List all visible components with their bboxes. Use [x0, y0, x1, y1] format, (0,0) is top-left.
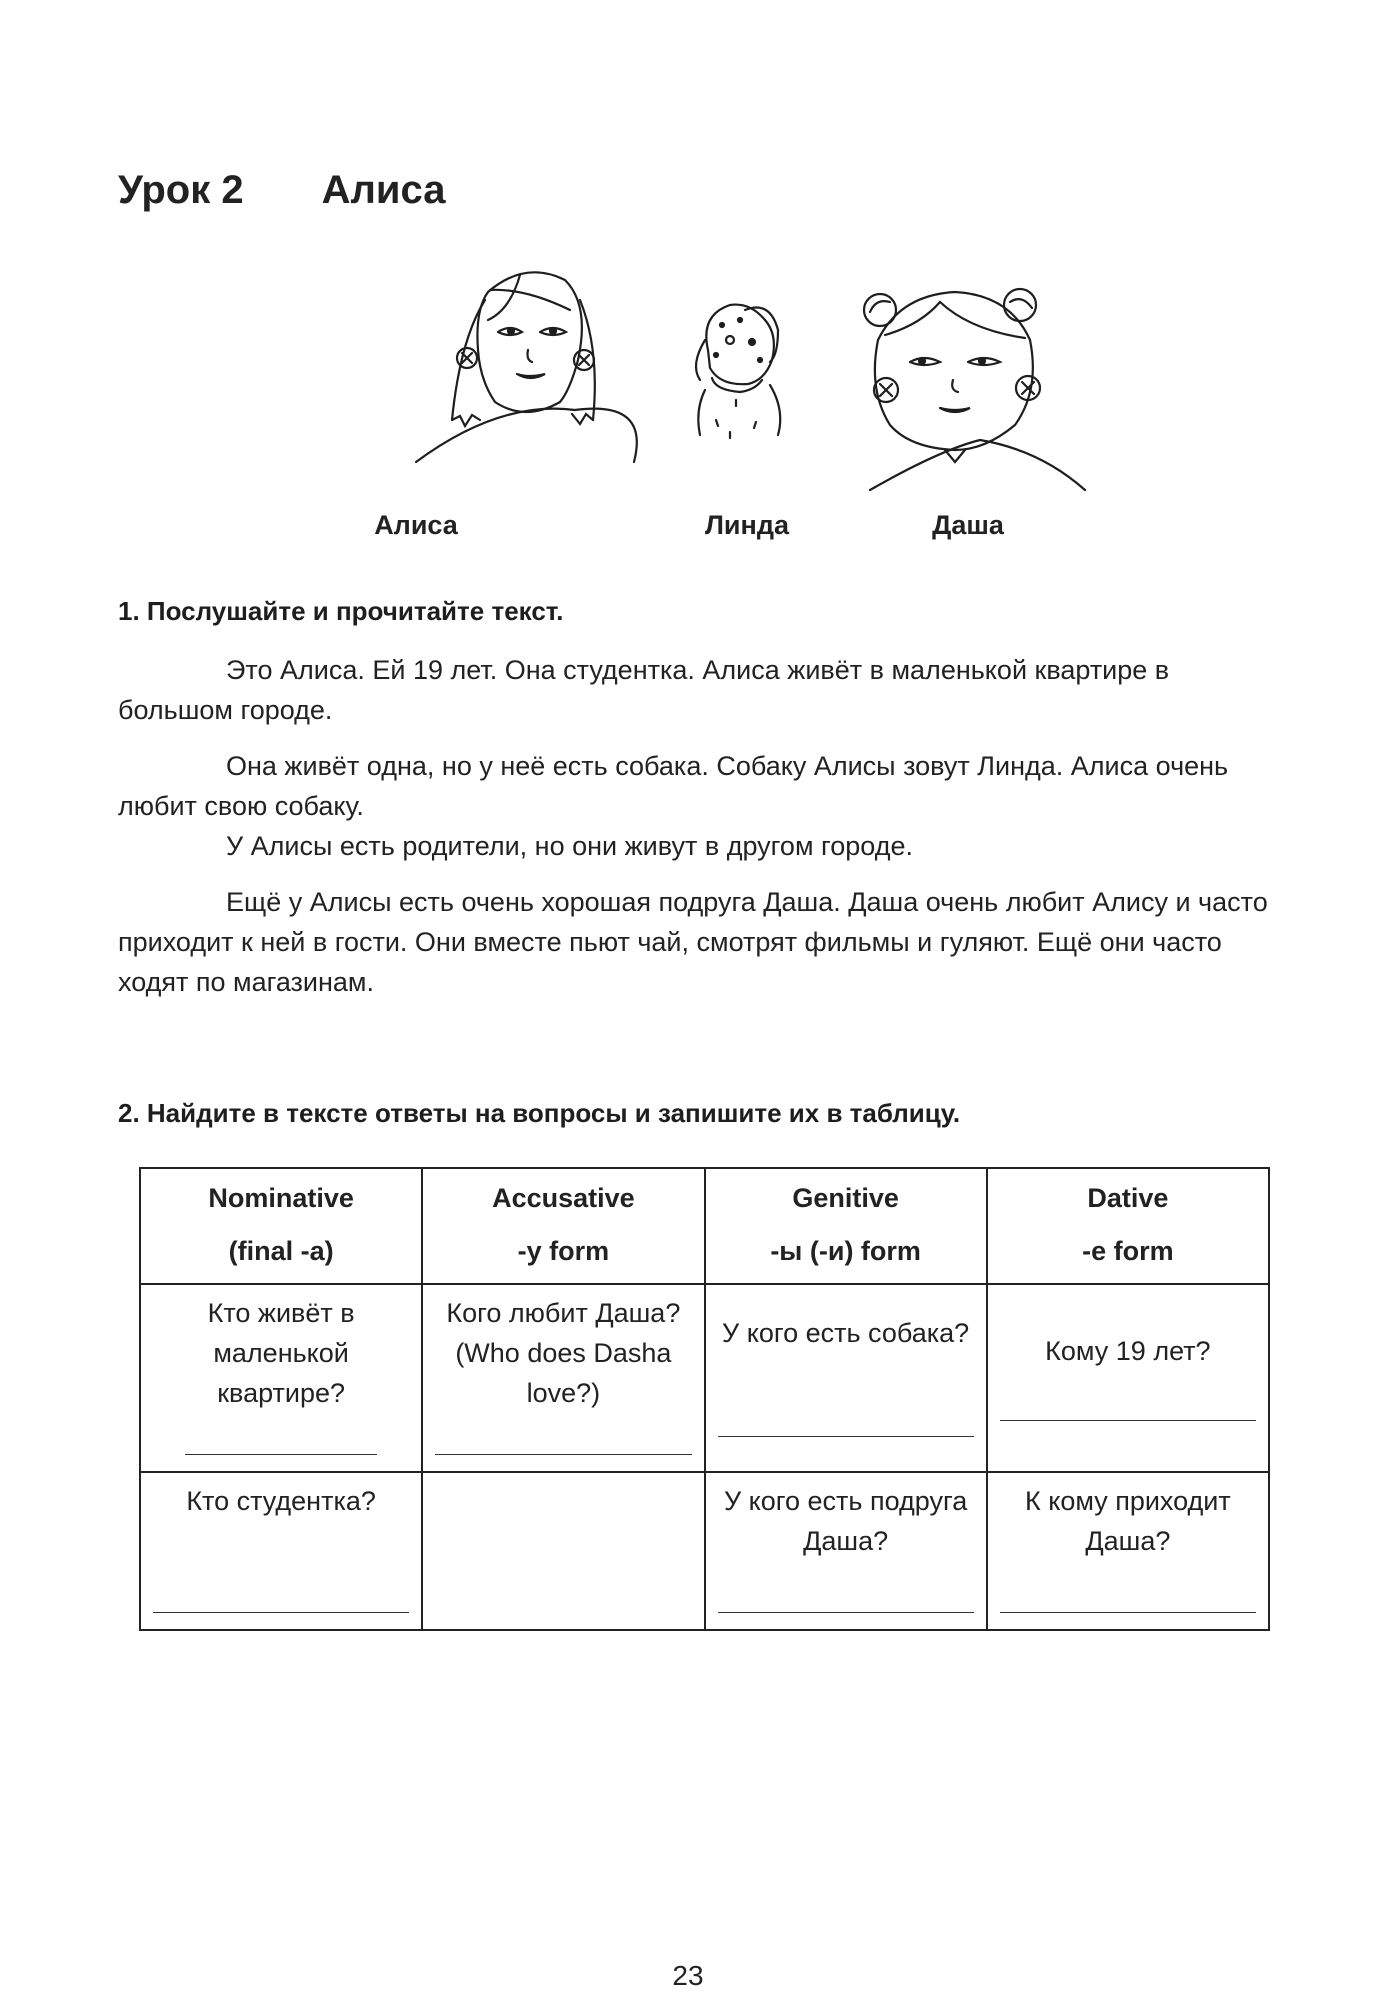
question-cell	[987, 1284, 1269, 1472]
column-header-dative	[987, 1168, 1269, 1284]
question-text: Кому 19 лет?	[1045, 1336, 1211, 1366]
answer-line[interactable]	[435, 1454, 691, 1455]
question-text	[429, 1473, 697, 1481]
question-cell	[705, 1472, 987, 1630]
page-title	[118, 168, 445, 213]
question-cell	[140, 1284, 422, 1472]
question-cell	[422, 1284, 704, 1472]
answer-line[interactable]	[718, 1436, 974, 1437]
reading-paragraph: Ещё у Алисы есть очень хорошая подруга Даша. Даша очень любит Алису и часто приходит к ней в гости. Они вместе пьют чай, смотрят фильмы и гуляют. Ещё они часто ходят по магазинам.	[118, 887, 1268, 997]
answer-table	[139, 1167, 1270, 1631]
reading-paragraph: У Алисы есть родители, но они живут в другом городе.	[226, 831, 913, 861]
question-text: Кого любит Даша? (Who does Dasha love?)	[446, 1298, 681, 1408]
girl-alisa-icon	[416, 272, 637, 462]
column-form: (final -a)	[228, 1236, 334, 1266]
question-text: У кого есть собака?	[722, 1318, 970, 1348]
column-header-accusative	[422, 1168, 704, 1284]
lesson-name: Алиса	[321, 168, 446, 212]
column-name: Genitive	[792, 1183, 899, 1213]
answer-line[interactable]	[185, 1454, 377, 1455]
column-name: Accusative	[492, 1183, 635, 1213]
column-header-nominative	[140, 1168, 422, 1284]
reading-paragraph: Это Алиса. Ей 19 лет. Она студентка. Алиса живёт в маленькой квартире в большом городе.	[118, 655, 1170, 725]
column-header-genitive	[705, 1168, 987, 1284]
table-row	[140, 1284, 1269, 1472]
page-number: 23	[672, 1960, 704, 1991]
empty-cell	[422, 1472, 704, 1630]
girl-dasha-icon	[864, 289, 1085, 490]
character-name-linda: Линда	[704, 510, 790, 540]
question-cell	[987, 1472, 1269, 1630]
question-text: Кто живёт в маленькой квартире?	[207, 1298, 355, 1408]
question-cell	[705, 1284, 987, 1472]
answer-line[interactable]	[153, 1612, 409, 1613]
question-cell	[140, 1472, 422, 1630]
dog-linda-icon	[696, 305, 780, 438]
question-text: К кому приходит Даша?	[1024, 1486, 1231, 1556]
table-row	[140, 1472, 1269, 1630]
column-form: -ы (-и) form	[770, 1236, 921, 1266]
question-text: У кого есть подруга Даша?	[723, 1486, 968, 1556]
column-form: -y form	[517, 1236, 610, 1266]
column-form: -e form	[1082, 1236, 1174, 1266]
character-name-alisa: Алиса	[374, 510, 458, 540]
character-name-dasha: Даша	[932, 510, 1004, 540]
answer-line[interactable]	[718, 1612, 974, 1613]
reading-paragraph: Она живёт одна, но у неё есть собака. Собаку Алисы зовут Линда. Алиса очень любит свою собаку.	[118, 751, 1229, 821]
column-name: Dative	[1087, 1183, 1169, 1213]
exercise2-heading: 2. Найдите в тексте ответы на вопросы и запишите их в таблицу.	[118, 1098, 961, 1128]
answer-line[interactable]	[1000, 1612, 1256, 1613]
answer-line[interactable]	[1000, 1420, 1256, 1421]
column-name: Nominative	[208, 1183, 354, 1213]
reading-text	[118, 650, 1278, 1002]
question-text: Кто студентка?	[186, 1486, 376, 1516]
lesson-label: Урок 2	[118, 168, 244, 212]
table-header-row	[140, 1168, 1269, 1284]
characters-illustration	[400, 250, 1100, 500]
exercise1-heading: 1. Послушайте и прочитайте текст.	[118, 596, 564, 626]
